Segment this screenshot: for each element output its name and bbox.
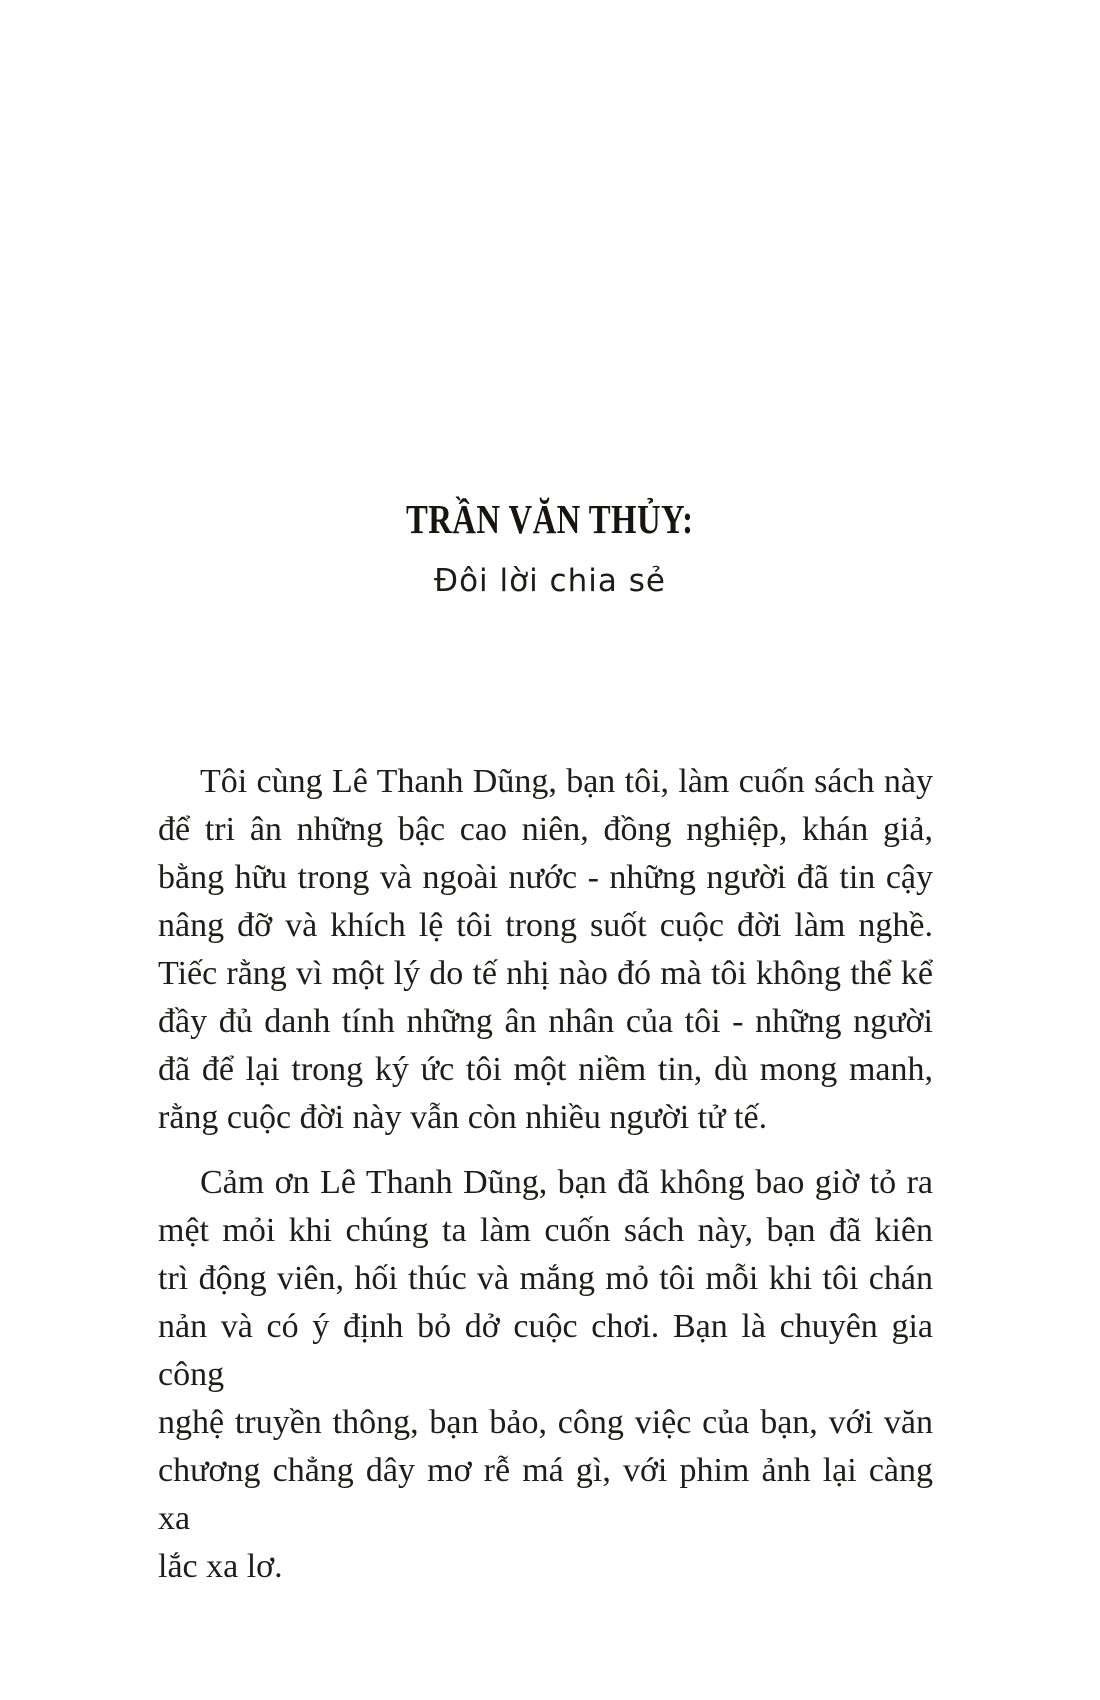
text-line: Tiếc rằng vì một lý do tế nhị nào đó mà tôi không thể kể [158,955,933,992]
text-line: đầy đủ danh tính những ân nhân của tôi - những người [158,1003,933,1040]
text-line: đã để lại trong ký ức tôi một niềm tin, dù mong manh, [158,1051,933,1088]
paragraph [158,758,933,1142]
text-line: mệt mỏi khi chúng ta làm cuốn sách này, bạn đã kiên [158,1212,933,1249]
text-line: Cảm ơn Lê Thanh Dũng, bạn đã không bao giờ tỏ ra [200,1164,933,1201]
text-line: trì động viên, hối thúc và mắng mỏ tôi mỗi khi tôi chán [158,1260,933,1297]
text-line: Tôi cùng Lê Thanh Dũng, bạn tôi, làm cuốn sách này [200,763,933,800]
text-line: nghệ truyền thông, bạn bảo, công việc của bạn, với văn [158,1404,933,1441]
text-line: nản và có ý định bỏ dở cuộc chơi. Bạn là chuyên gia công [158,1308,933,1393]
page-title-text: TRẦN VĂN THỦY: [406,496,694,542]
paragraph [158,1159,933,1591]
text-line: rằng cuộc đời này vẫn còn nhiều người tử tế. [158,1099,768,1136]
page-title [0,496,1100,542]
text-line: bằng hữu trong và ngoài nước - những người đã tin cậy [158,859,933,896]
text-line: nâng đỡ và khích lệ tôi trong suốt cuộc đời làm nghề. [158,907,933,944]
text-line: để tri ân những bậc cao niên, đồng nghiệp, khán giả, [158,811,933,848]
text-line: chương chẳng dây mơ rễ má gì, với phim ảnh lại càng xa [158,1452,933,1537]
body-text [158,758,933,1591]
page-subtitle: Đôi lời chia sẻ [434,563,666,599]
text-line: lắc xa lơ. [158,1548,283,1585]
